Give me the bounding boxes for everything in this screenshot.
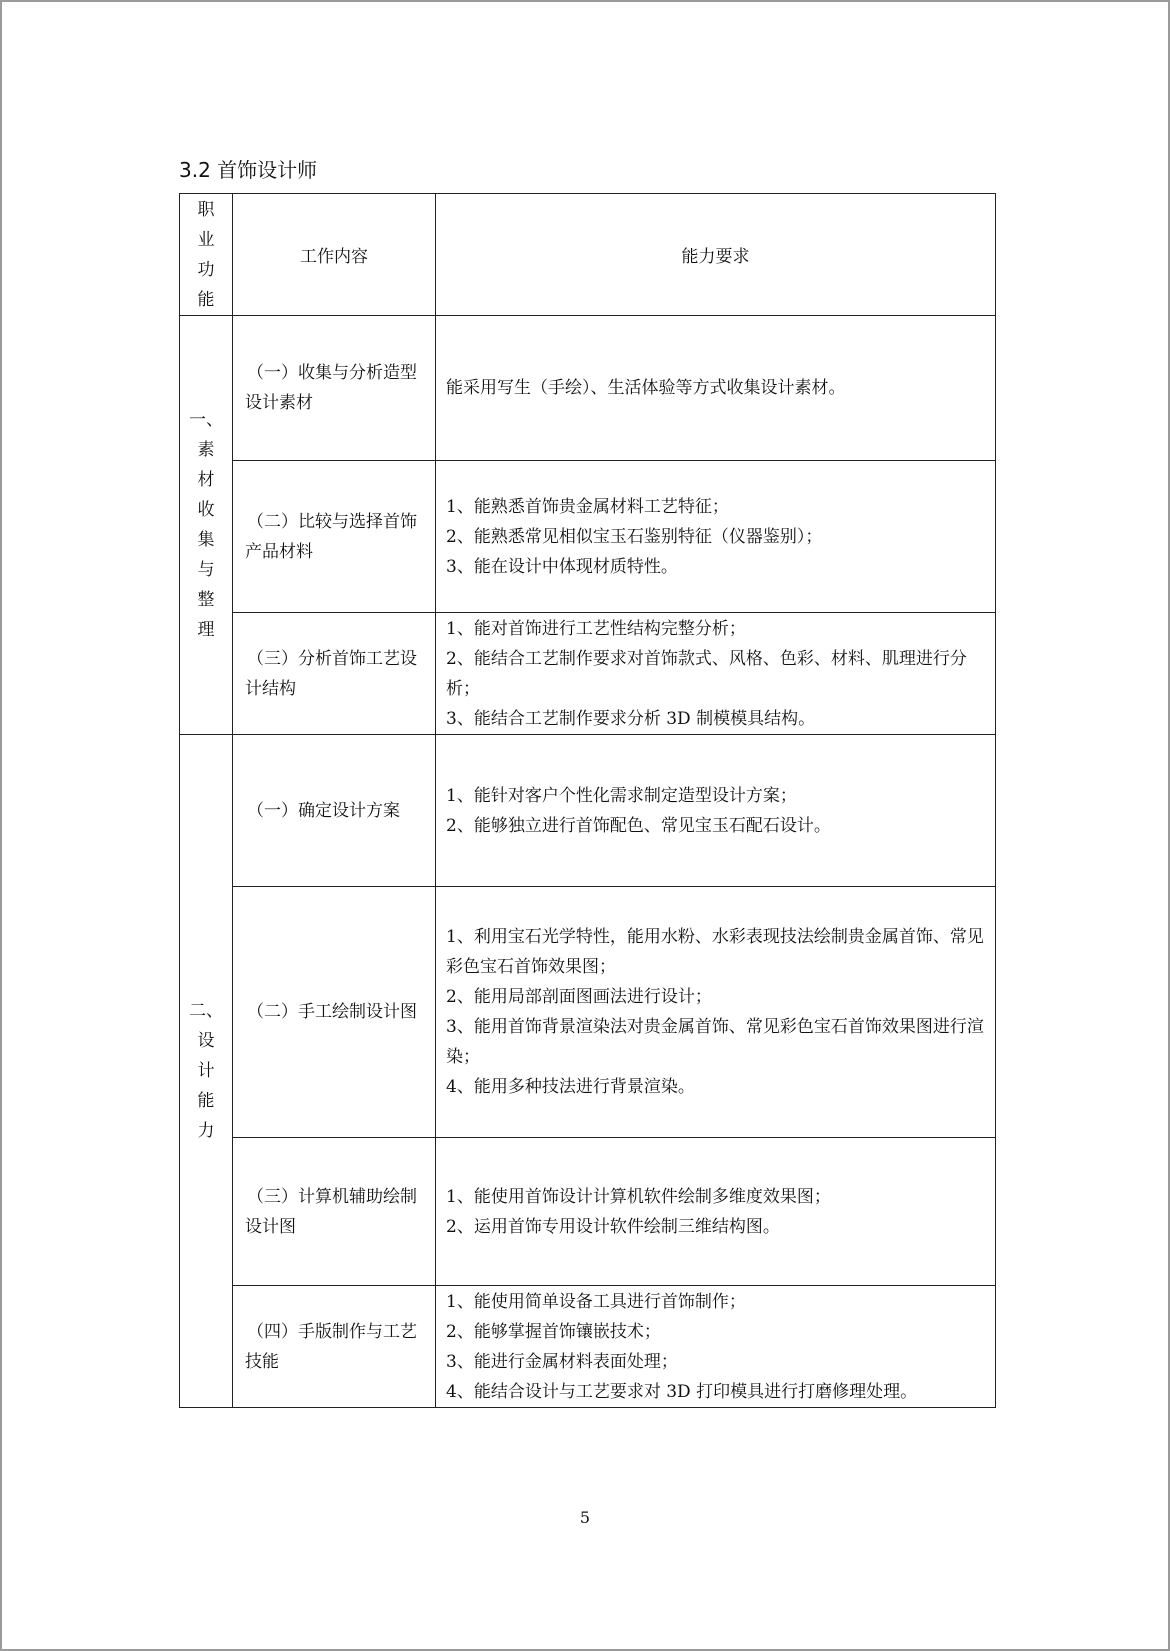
header-requirement: 能力要求: [436, 194, 996, 316]
table-row: [180, 613, 996, 735]
requirement-line: 3、能用首饰背景渲染法对贵金属首饰、常见彩色宝石首饰效果图进行渲染；: [446, 1017, 984, 1067]
requirement-line: 1、利用宝石光学特性，能用水粉、水彩表现技法绘制贵金属首饰、常见彩色宝石首饰效果图；: [446, 927, 984, 977]
function-char: 一、: [189, 410, 223, 430]
requirement-line: 4、能用多种技法进行背景渲染。: [446, 1077, 695, 1097]
requirement-cell: [436, 1286, 996, 1408]
header-function-char: 能: [197, 289, 215, 310]
header-function-char: 功: [197, 259, 215, 280]
table-row: [180, 1138, 996, 1286]
header-function-char: 职: [197, 199, 215, 220]
requirement-cell: [436, 735, 996, 887]
function-char: 设: [197, 1031, 215, 1051]
function-char: 理: [197, 620, 215, 640]
requirement-line: 2、能用局部剖面图画法进行设计；: [446, 987, 712, 1007]
requirement-cell: [436, 1138, 996, 1286]
function-char: 材: [197, 470, 215, 490]
content-text: （二）比较与选择首饰产品材料: [245, 511, 417, 562]
function-cell-material: [180, 316, 233, 735]
requirement-line: 2、能够独立进行首饰配色、常见宝玉石配石设计。: [446, 815, 831, 836]
content-cell: [233, 887, 436, 1138]
content-text: （一）确定设计方案: [247, 800, 400, 821]
function-char: 力: [197, 1121, 215, 1141]
content-cell: [233, 1286, 436, 1408]
content-text: （三）分析首饰工艺设计结构: [245, 648, 417, 699]
table-row: [180, 735, 996, 887]
requirement-line: 1、能使用首饰设计计算机软件绘制多维度效果图；: [446, 1186, 831, 1207]
requirement-line: 2、能够掌握首饰镶嵌技术；: [446, 1321, 661, 1342]
requirement-line: 1、能熟悉首饰贵金属材料工艺特征；: [446, 496, 729, 517]
content-text: （四）手版制作与工艺技能: [245, 1321, 417, 1372]
table-row: [180, 461, 996, 613]
header-function-char: 业: [197, 229, 215, 250]
requirement-cell: [436, 887, 996, 1138]
ability-table: [179, 193, 996, 1408]
table-header-row: [180, 194, 996, 316]
content-text: （三）计算机辅助绘制设计图: [245, 1186, 417, 1237]
requirement-line: 3、能在设计中体现材质特性。: [446, 556, 678, 577]
function-char: 素: [197, 440, 215, 460]
section-title: 3.2 首饰设计师: [179, 158, 318, 182]
page-number: 5: [579, 1508, 591, 1527]
content-text: （二）手工绘制设计图: [247, 1002, 417, 1022]
requirement-line: 3、能结合工艺制作要求分析 3D 制模模具结构。: [446, 708, 816, 729]
requirement-line: 能采用写生（手绘）、生活体验等方式收集设计素材。: [446, 378, 846, 398]
header-content: 工作内容: [233, 194, 436, 316]
requirement-line: 1、能针对客户个性化需求制定造型设计方案；: [446, 785, 797, 806]
table-row: [180, 887, 996, 1138]
function-cell-design: [180, 735, 233, 1408]
function-char: 计: [197, 1061, 215, 1081]
content-cell: [233, 316, 436, 461]
content-cell: [233, 735, 436, 887]
function-char: 整: [197, 590, 215, 610]
content-cell: [233, 1138, 436, 1286]
requirement-line: 2、能熟悉常见相似宝玉石鉴别特征（仪器鉴别）；: [446, 526, 823, 547]
table-row: [180, 316, 996, 461]
function-char: 收: [197, 500, 215, 520]
requirement-line: 2、能结合工艺制作要求对首饰款式、风格、色彩、材料、肌理进行分析；: [446, 648, 967, 699]
table-row: [180, 1286, 996, 1408]
requirement-line: 1、能对首饰进行工艺性结构完整分析；: [446, 618, 746, 639]
content-cell: [233, 461, 436, 613]
function-char: 二、: [189, 1001, 223, 1021]
header-function: [180, 194, 233, 316]
function-char: 能: [197, 1091, 215, 1111]
requirement-cell: [436, 461, 996, 613]
function-char: 集: [197, 530, 215, 550]
requirement-cell: [436, 613, 996, 735]
requirement-line: 1、能使用简单设备工具进行首饰制作；: [446, 1291, 746, 1312]
content-cell: [233, 613, 436, 735]
requirement-line: 4、能结合设计与工艺要求对 3D 打印模具进行打磨修理处理。: [446, 1381, 918, 1402]
requirement-line: 3、能进行金属材料表面处理；: [446, 1351, 678, 1372]
function-char: 与: [197, 560, 215, 580]
requirement-cell: [436, 316, 996, 461]
requirement-line: 2、运用首饰专用设计软件绘制三维结构图。: [446, 1216, 780, 1237]
content-text: （一）收集与分析造型设计素材: [245, 363, 417, 413]
